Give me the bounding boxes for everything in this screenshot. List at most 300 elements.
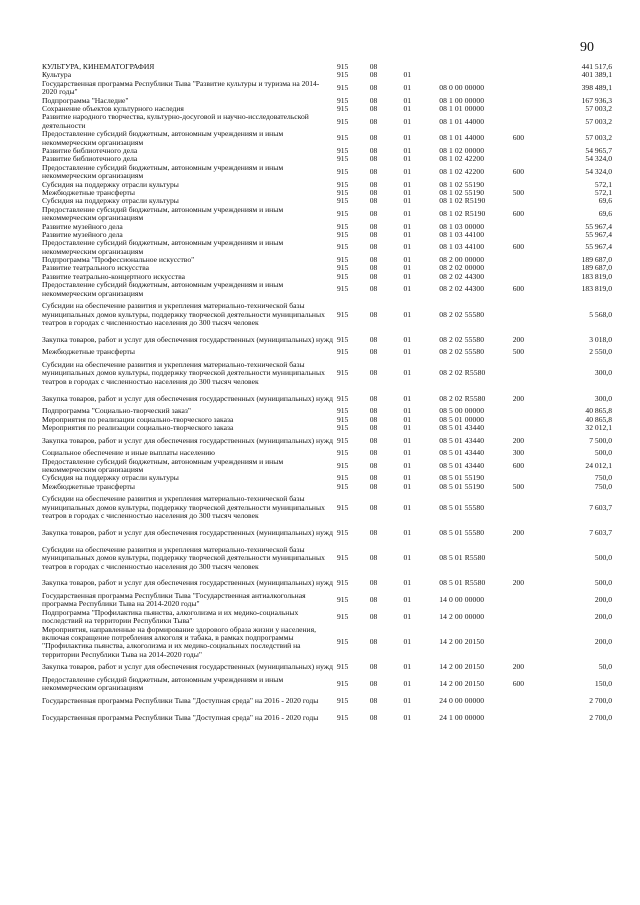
row-subsection-code: 01 [403,255,412,265]
row-expense-type: 600 [512,166,525,176]
row-target-article: 08 5 01 55580 [439,502,485,512]
row-ministry-code: 915 [336,179,349,189]
row-expense-type: 600 [512,679,525,689]
table-row [42,575,612,592]
row-subsection-code: 01 [403,414,412,424]
row-amount: 40 865,8 [585,406,612,416]
row-section-code: 08 [369,334,378,344]
row-amount: 3 018,0 [589,334,612,344]
row-target-article: 08 2 02 44300 [439,284,485,294]
table-row [42,390,612,407]
row-expense-type: 200 [512,578,525,588]
row-ministry-code: 915 [336,62,349,71]
row-ministry-code: 915 [336,166,349,176]
row-ministry-code: 915 [336,284,349,294]
row-amount: 7 500,0 [589,435,612,445]
row-section-code: 08 [369,208,378,218]
table-row [42,298,612,332]
row-amount: 50,0 [598,662,612,672]
row-subsection-code: 01 [403,70,412,80]
row-subsection-code: 01 [403,116,412,126]
table-row [42,424,612,432]
row-ministry-code: 915 [336,309,349,319]
row-amount: 167 936,3 [581,95,612,105]
row-amount: 7 603,7 [589,502,612,512]
row-amount: 500,0 [594,553,612,563]
row-subsection-code: 01 [403,423,412,432]
table-row [42,693,612,710]
row-subsection-code: 01 [403,196,412,206]
row-description: Культура [42,70,72,80]
row-amount: 54 324,0 [585,154,612,164]
row-subsection-code: 01 [403,242,412,252]
row-subsection-code: 01 [403,271,412,281]
row-subsection-code: 01 [403,166,412,176]
row-ministry-code: 915 [336,473,349,483]
row-description: Развитие театрального искусства [42,263,149,273]
row-target-article: 08 5 01 55190 [439,473,485,483]
row-target-article: 08 1 02 R5190 [439,208,486,218]
row-section-code: 08 [369,133,378,143]
row-ministry-code: 915 [336,712,349,722]
row-subsection-code: 01 [403,578,412,588]
row-subsection-code: 01 [403,595,412,605]
row-description: Мероприятия по реализации социально-творческого заказа [42,423,234,432]
row-amount: 500,0 [594,578,612,588]
row-section-code: 08 [369,221,378,231]
row-subsection-code: 01 [403,145,412,155]
row-amount: 401 389,1 [581,70,612,80]
row-ministry-code: 915 [336,637,349,647]
row-expense-type: 600 [512,208,525,218]
row-expense-type: 500 [512,187,525,197]
row-target-article: 08 2 00 00000 [439,255,485,265]
row-description: Развитие библиотечного дела [42,145,138,155]
row-amount: 54 324,0 [585,166,612,176]
row-section-code: 08 [369,595,378,605]
table-row [42,281,612,298]
row-target-article: 08 2 02 R5580 [439,393,486,403]
row-description: Закупка товаров, работ и услуг для обеспечения государственных (муниципальных) нужд [42,578,333,588]
row-amount: 55 967,4 [585,229,612,239]
row-target-article: 08 1 01 44000 [439,133,485,143]
row-description: Субсидии на обеспечение развития и укрепления материально-технической базы муниципальных домов культуры, поддержку творческой деятельности муниципальных театров в городах с численностью населения до 300 тысяч человек [42,301,325,328]
row-description: Подпрограмма "Наследие" [42,95,129,105]
row-ministry-code: 915 [336,82,349,92]
row-ministry-code: 915 [336,154,349,164]
table-row [42,80,612,97]
row-target-article: 08 5 01 R5580 [439,553,486,563]
row-description: Подпрограмма "Социально-творческий заказ" [42,406,191,416]
row-description: Развитие театрально-концертного искусства [42,271,185,281]
row-target-article: 14 0 00 00000 [439,595,485,605]
row-description: Государственная программа Республики Тыва "Государственная антиалкогольная программа Республики Тыва на 2014-2020 годы" [42,590,306,609]
row-subsection-code: 01 [403,393,412,403]
table-row [42,710,612,727]
row-ministry-code: 915 [336,553,349,563]
row-section-code: 08 [369,309,378,319]
row-subsection-code: 01 [403,695,412,705]
row-subsection-code: 01 [403,347,412,357]
row-target-article: 08 5 01 55580 [439,527,485,537]
row-subsection-code: 01 [403,527,412,537]
row-ministry-code: 915 [336,271,349,281]
row-ministry-code: 915 [336,611,349,621]
row-ministry-code: 915 [336,133,349,143]
table-row [42,130,612,147]
row-description: Развитие музейного дела [42,229,123,239]
row-section-code: 08 [369,662,378,672]
table-row [42,491,612,525]
row-expense-type: 600 [512,242,525,252]
row-description: Мероприятия, направленные на формирование здорового образа жизни у населения, включая сокращение потребления алкоголя и табака, в рамках подпрограммы "Профилактика пьянства, алкоголизма и их медико-социальных последствий на территории Республики Тыва на 2014-2020 годы" [42,624,317,659]
row-subsection-code: 01 [403,460,412,470]
row-section-code: 08 [369,502,378,512]
row-target-article: 08 2 02 44300 [439,271,485,281]
row-section-code: 08 [369,527,378,537]
row-target-article: 08 5 00 00000 [439,406,485,416]
row-description: Предоставление субсидий бюджетным, автономным учреждениям и иным некоммерческим организациям [42,280,284,298]
row-target-article: 08 5 01 43440 [439,448,485,458]
row-amount: 69,6 [598,196,612,206]
row-description: Государственная программа Республики Тыва "Доступная среда" на 2016 - 2020 годы [42,712,319,722]
table-row [42,206,612,223]
row-section-code: 08 [369,578,378,588]
row-subsection-code: 01 [403,406,412,416]
row-section-code: 08 [369,242,378,252]
row-amount: 200,0 [594,595,612,605]
row-target-article: 08 1 01 00000 [439,103,485,113]
row-section-code: 08 [369,70,378,80]
row-target-article: 08 2 02 55580 [439,334,485,344]
row-target-article: 08 1 02 00000 [439,145,485,155]
table-row [42,113,612,130]
row-subsection-code: 01 [403,154,412,164]
row-expense-type: 600 [512,133,525,143]
row-target-article: 08 1 02 42200 [439,166,485,176]
row-section-code: 08 [369,145,378,155]
row-target-article: 08 5 01 R5580 [439,578,486,588]
row-section-code: 08 [369,284,378,294]
row-subsection-code: 01 [403,712,412,722]
row-section-code: 08 [369,481,378,491]
table-row [42,239,612,256]
row-description: Предоставление субсидий бюджетным, автономным учреждениям и иным некоммерческим организациям [42,204,284,223]
row-section-code: 08 [369,448,378,458]
row-subsection-code: 01 [403,309,412,319]
table-row [42,676,612,693]
table-row [42,432,612,449]
row-amount: 200,0 [594,637,612,647]
row-target-article: 08 1 02 55190 [439,179,485,189]
row-target-article: 08 5 01 00000 [439,414,485,424]
row-section-code: 08 [369,116,378,126]
row-description: Развитие музейного дела [42,221,123,231]
row-amount: 57 003,2 [585,116,612,126]
table-row [42,659,612,676]
row-section-code: 08 [369,196,378,206]
row-target-article: 14 2 00 00000 [439,611,485,621]
table-row [42,483,612,491]
row-amount: 57 003,2 [585,133,612,143]
row-amount: 398 489,1 [581,82,612,92]
row-amount: 200,0 [594,611,612,621]
row-description: Предоставление субсидий бюджетным, автономным учреждениям и иным некоммерческим организациям [42,238,284,256]
row-ministry-code: 915 [336,70,349,80]
row-section-code: 08 [369,414,378,424]
row-description: КУЛЬТУРА, КИНЕМАТОГРАФИЯ [42,62,155,71]
table-row [42,223,612,231]
row-ministry-code: 915 [336,527,349,537]
table-row [42,626,612,660]
row-target-article: 14 2 00 20150 [439,637,485,647]
row-description: Закупка товаров, работ и услуг для обеспечения государственных (муниципальных) нужд [42,527,333,537]
row-amount: 57 003,2 [585,103,612,113]
row-target-article: 24 1 00 00000 [439,712,485,722]
row-section-code: 08 [369,423,378,432]
row-subsection-code: 01 [403,208,412,218]
row-target-article: 08 1 02 55190 [439,187,485,197]
row-target-article: 08 1 00 00000 [439,95,485,105]
row-section-code: 08 [369,187,378,197]
row-section-code: 08 [369,406,378,416]
row-amount: 300,0 [594,368,612,378]
row-target-article: 08 0 00 00000 [439,82,485,92]
row-description: Подпрограмма "Профилактика пьянства, алкоголизма и их медико-социальных последствий на территории Республики Тыва" [42,607,299,626]
row-ministry-code: 915 [336,229,349,239]
row-target-article: 08 5 01 55190 [439,481,485,491]
table-row [42,332,612,349]
row-description: Субсидии на обеспечение развития и укрепления материально-технической базы муниципальных домов культуры, поддержку творческой деятельности муниципальных театров в городах с численностью населения до 300 тысяч человек [42,544,325,571]
row-subsection-code: 01 [403,502,412,512]
row-ministry-code: 915 [336,414,349,424]
row-description: Закупка товаров, работ и услуг для обеспечения государственных (муниципальных) нужд [42,435,333,445]
row-section-code: 08 [369,695,378,705]
row-subsection-code: 01 [403,95,412,105]
row-section-code: 08 [369,679,378,689]
table-row [42,357,612,391]
row-amount: 150,0 [594,679,612,689]
row-subsection-code: 01 [403,103,412,113]
table-row [42,164,612,181]
row-target-article: 08 1 01 44000 [439,116,485,126]
row-ministry-code: 915 [336,95,349,105]
row-target-article: 08 1 02 42200 [439,154,485,164]
row-expense-type: 200 [512,334,525,344]
table-row [42,592,612,609]
row-section-code: 08 [369,154,378,164]
row-amount: 572,1 [594,187,612,197]
table-row [42,525,612,542]
row-target-article: 08 2 02 R5580 [439,368,486,378]
row-subsection-code: 01 [403,481,412,491]
row-ministry-code: 915 [336,187,349,197]
row-subsection-code: 01 [403,221,412,231]
row-ministry-code: 915 [336,255,349,265]
row-amount: 40 865,8 [585,414,612,424]
row-subsection-code: 01 [403,284,412,294]
row-section-code: 08 [369,103,378,113]
row-description: Субсидии на обеспечение развития и укрепления материально-технической базы муниципальных домов культуры, поддержку творческой деятельности муниципальных театров в городах с численностью населения до 300 тысяч человек [42,494,325,521]
row-target-article: 08 1 03 44100 [439,242,485,252]
row-amount: 54 965,7 [585,145,612,155]
row-ministry-code: 915 [336,347,349,357]
table-row [42,458,612,475]
row-description: Предоставление субсидий бюджетным, автономным учреждениям и иным некоммерческим организациям [42,129,284,147]
row-subsection-code: 01 [403,187,412,197]
row-section-code: 08 [369,166,378,176]
row-section-code: 08 [369,611,378,621]
row-target-article: 14 2 00 20150 [439,662,485,672]
row-description: Субсидия на поддержку отрасли культуры [42,473,179,483]
row-amount: 55 967,4 [585,242,612,252]
row-section-code: 08 [369,271,378,281]
row-ministry-code: 915 [336,435,349,445]
row-description: Межбюджетные трансферты [42,347,135,357]
row-subsection-code: 01 [403,82,412,92]
row-ministry-code: 915 [336,242,349,252]
row-amount: 300,0 [594,393,612,403]
row-amount: 24 012,1 [585,460,612,470]
row-amount: 500,0 [594,448,612,458]
table-row [42,609,612,626]
row-expense-type: 300 [512,448,525,458]
row-description: Развитие народного творчества, культурно-досуговой и научно-исследовательской деятельности [42,112,309,130]
row-ministry-code: 915 [336,460,349,470]
row-amount: 183 819,0 [581,284,612,294]
row-target-article: 08 5 01 43440 [439,435,485,445]
row-target-article: 08 2 02 55580 [439,347,485,357]
row-description: Предоставление субсидий бюджетным, автономным учреждениям и иным некоммерческим организациям [42,674,284,693]
row-subsection-code: 01 [403,263,412,273]
row-description: Субсидия на поддержку отрасли культуры [42,179,179,189]
row-ministry-code: 915 [336,208,349,218]
row-target-article: 08 1 03 44100 [439,229,485,239]
row-section-code: 08 [369,553,378,563]
table-row [42,542,612,576]
row-ministry-code: 915 [336,196,349,206]
row-ministry-code: 915 [336,393,349,403]
row-amount: 572,1 [594,179,612,189]
row-target-article: 08 2 02 00000 [439,263,485,273]
row-amount: 2 550,0 [589,347,612,357]
row-description: Предоставление субсидий бюджетным, автономным учреждениям и иным некоммерческим организациям [42,456,284,474]
row-description: Межбюджетные трансферты [42,481,135,491]
row-section-code: 08 [369,393,378,403]
row-amount: 189 687,0 [581,255,612,265]
row-target-article: 08 2 02 55580 [439,309,485,319]
row-amount: 2 700,0 [589,712,612,722]
row-section-code: 08 [369,637,378,647]
row-subsection-code: 01 [403,611,412,621]
row-description: Сохранение объектов культурного наследия [42,103,184,113]
row-amount: 5 568,0 [589,309,612,319]
row-subsection-code: 01 [403,448,412,458]
row-description: Межбюджетные трансферты [42,187,135,197]
row-description: Государственная программа Республики Тыва "Развитие культуры и туризма на 2014-2020 годы" [42,78,320,97]
row-description: Развитие библиотечного дела [42,154,138,164]
row-subsection-code: 01 [403,179,412,189]
row-ministry-code: 915 [336,578,349,588]
row-description: Государственная программа Республики Тыва "Доступная среда" на 2016 - 2020 годы [42,695,319,705]
table-row [42,348,612,356]
row-amount: 183 819,0 [581,271,612,281]
row-ministry-code: 915 [336,116,349,126]
row-amount: 55 967,4 [585,221,612,231]
row-subsection-code: 01 [403,229,412,239]
row-section-code: 08 [369,368,378,378]
row-description: Субсидии на обеспечение развития и укрепления материально-технической базы муниципальных домов культуры, поддержку творческой деятельности муниципальных театров в городах с численностью населения до 300 тысяч человек [42,360,325,386]
row-target-article: 08 1 02 R5190 [439,196,486,206]
row-section-code: 08 [369,255,378,265]
row-section-code: 08 [369,263,378,273]
row-ministry-code: 915 [336,263,349,273]
row-amount: 750,0 [594,481,612,491]
row-ministry-code: 915 [336,662,349,672]
row-subsection-code: 01 [403,133,412,143]
row-target-article: 14 2 00 20150 [439,679,485,689]
page-number: 90 [580,40,594,55]
row-expense-type: 200 [512,662,525,672]
row-section-code: 08 [369,347,378,357]
row-subsection-code: 01 [403,553,412,563]
row-expense-type: 200 [512,393,525,403]
row-ministry-code: 915 [336,145,349,155]
row-expense-type: 500 [512,347,525,357]
row-subsection-code: 01 [403,368,412,378]
row-description: Подпрограмма "Профессиональное искусство" [42,255,195,265]
row-subsection-code: 01 [403,679,412,689]
row-section-code: 08 [369,62,378,71]
row-amount: 32 012,1 [585,423,612,432]
row-ministry-code: 915 [336,695,349,705]
row-target-article: 08 5 01 43440 [439,423,485,432]
row-description: Социальное обеспечение и иные выплаты населению [42,448,215,458]
row-subsection-code: 01 [403,662,412,672]
row-amount: 2 700,0 [589,695,612,705]
row-target-article: 08 1 03 00000 [439,221,485,231]
row-ministry-code: 915 [336,103,349,113]
row-subsection-code: 01 [403,473,412,483]
row-ministry-code: 915 [336,595,349,605]
row-subsection-code: 01 [403,637,412,647]
row-ministry-code: 915 [336,423,349,432]
row-target-article: 24 0 00 00000 [439,695,485,705]
row-ministry-code: 915 [336,334,349,344]
row-section-code: 08 [369,435,378,445]
row-description: Закупка товаров, работ и услуг для обеспечения государственных (муниципальных) нужд [42,334,333,344]
row-ministry-code: 915 [336,368,349,378]
row-section-code: 08 [369,179,378,189]
row-ministry-code: 915 [336,448,349,458]
row-description: Закупка товаров, работ и услуг для обеспечения государственных (муниципальных) нужд [42,393,333,403]
row-expense-type: 200 [512,527,525,537]
row-expense-type: 200 [512,435,525,445]
table-row [42,63,612,71]
row-ministry-code: 915 [336,481,349,491]
row-section-code: 08 [369,229,378,239]
row-ministry-code: 915 [336,406,349,416]
row-ministry-code: 915 [336,679,349,689]
row-amount: 750,0 [594,473,612,483]
row-amount: 7 603,7 [589,527,612,537]
row-expense-type: 600 [512,460,525,470]
row-description: Субсидия на поддержку отрасли культуры [42,196,179,206]
row-section-code: 08 [369,460,378,470]
row-description: Предоставление субсидий бюджетным, автономным учреждениям и иным некоммерческим организациям [42,162,284,181]
row-section-code: 08 [369,95,378,105]
row-section-code: 08 [369,82,378,92]
